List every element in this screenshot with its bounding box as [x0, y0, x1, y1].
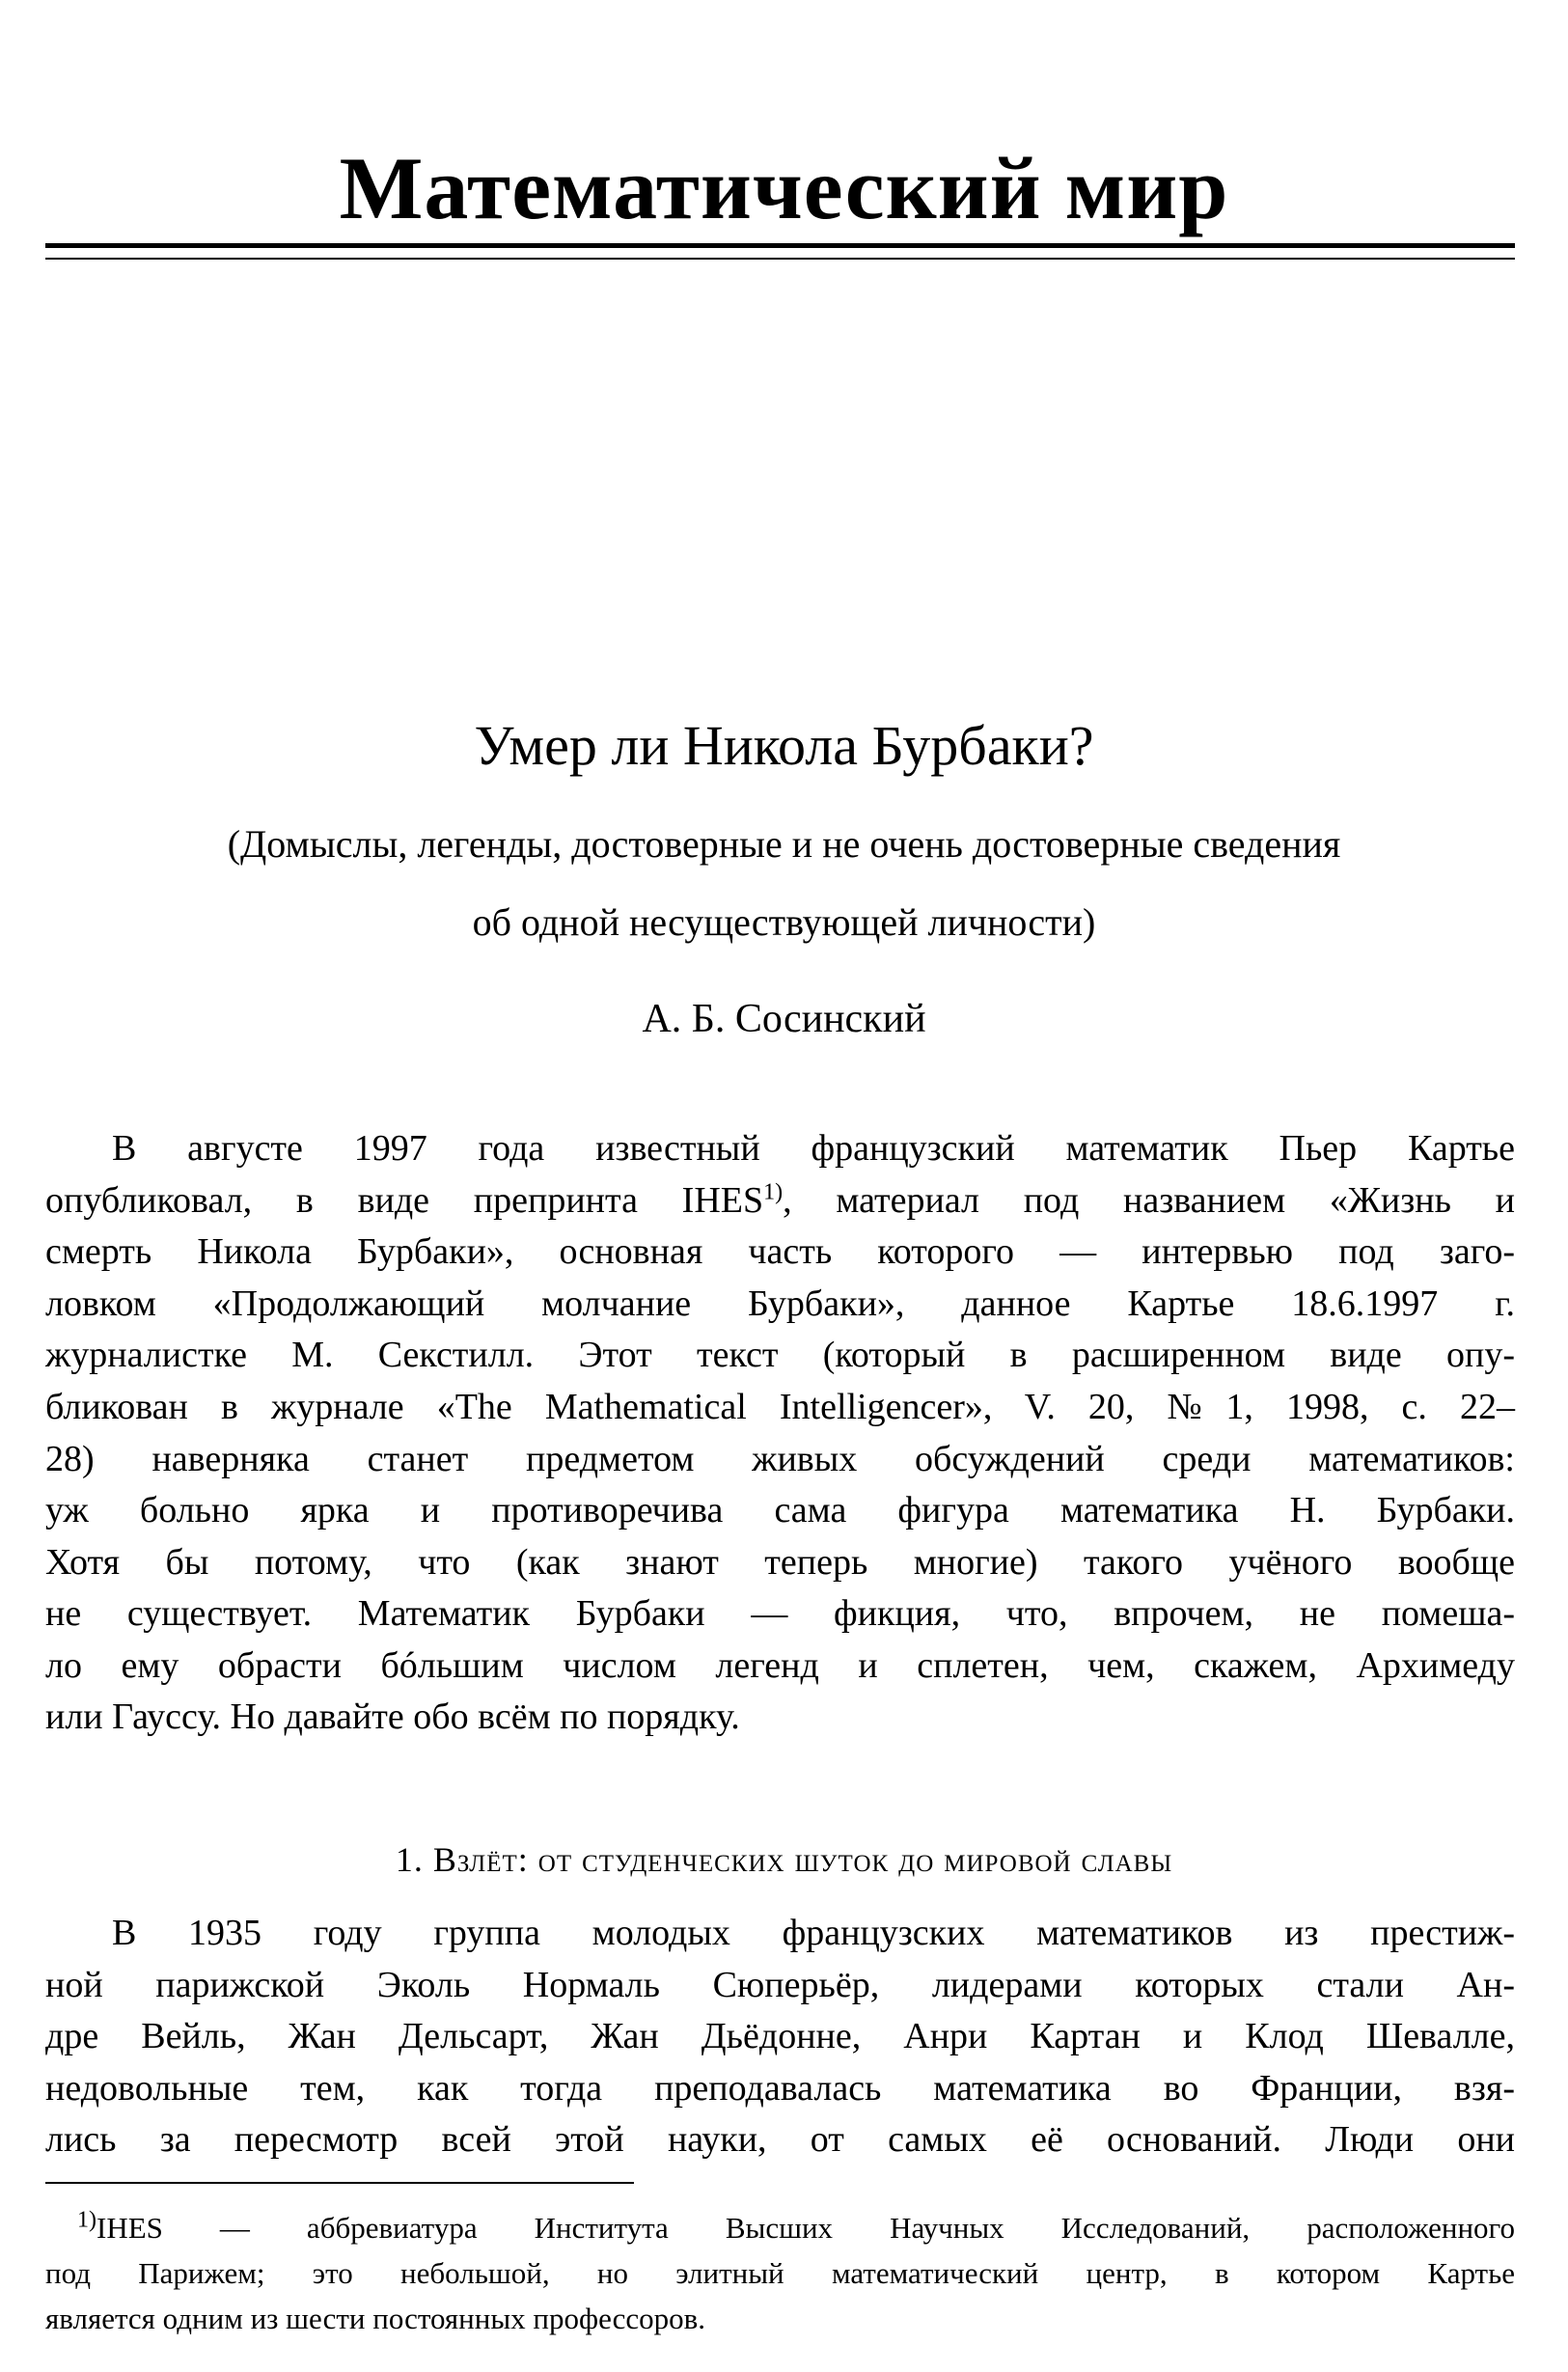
line-text: журналистке М. Секстилл. Этот текст (который в расширенном виде опу-	[45, 1335, 1515, 1375]
line-text: недовольные тем, как тогда преподавалась математика во Франции, взя-	[45, 2068, 1515, 2109]
line-text	[45, 1174, 1515, 1227]
article-author: А. Б. Сосинский	[642, 997, 926, 1041]
article-subtitle-line: (Домыслы, легенды, достоверные и не очень достоверные сведения	[227, 822, 1341, 866]
header-rule-thin	[45, 258, 1515, 260]
footnote-text: является одним из шести постоянных профессоров.	[45, 2302, 706, 2335]
line-text: смерть Никола Бурбаки», основная часть которого — интервью под заго-	[45, 1231, 1515, 1272]
text-line	[45, 1484, 1515, 1536]
text-line	[112, 1907, 1515, 1959]
footnote-line	[45, 2297, 1515, 2341]
text-line	[45, 1278, 1515, 1330]
text-line	[45, 1536, 1515, 1588]
line-text: ло ему обрасти бóльшим числом легенд и сплетен, чем, скажем, Архимеду	[45, 1645, 1515, 1686]
header-rule-thick	[45, 243, 1515, 248]
text-line	[45, 1640, 1515, 1692]
line-text: не существует. Математик Бурбаки — фикция, что, впрочем, не помеша-	[45, 1593, 1515, 1634]
line-text: Хотя бы потому, что (как знают теперь многие) такого учёного вообще	[45, 1542, 1515, 1583]
footnote-text: под Парижем; это небольшой, но элитный математический центр, в котором Картье	[45, 2256, 1515, 2290]
text-line	[112, 1122, 1515, 1174]
line-text: лись за пересмотр всей этой науки, от самых её оснований. Люди они	[45, 2119, 1515, 2160]
line-text: В 1935 году группа молодых французских математиков из престиж-	[112, 1913, 1515, 1953]
text-line	[45, 1433, 1515, 1485]
footnote-rule	[45, 2182, 634, 2184]
line-text: ловком «Продолжающий молчание Бурбаки», данное Картье 18.6.1997 г.	[45, 1283, 1515, 1324]
footnote-ref[interactable]: 1)	[763, 1179, 784, 1205]
text-line	[45, 1174, 1515, 1227]
line-text: или Гауссу. Но давайте обо всём по порядку.	[45, 1696, 740, 1737]
line-text: В августе 1997 года известный французский математик Пьер Картье	[112, 1128, 1515, 1169]
text-line	[45, 2113, 1515, 2165]
line-text: уж больно ярка и противоречива сама фигура математика Н. Бурбаки.	[45, 1490, 1515, 1531]
text-line	[45, 1587, 1515, 1640]
text-line	[45, 2062, 1515, 2114]
line-text-part: , материал под названием «Жизнь и	[783, 1180, 1515, 1221]
article-title: Умер ли Никола Бурбаки?	[474, 714, 1094, 777]
line-text: ной парижской Эколь Нормаль Сюперьёр, лидерами которых стали Ан-	[45, 1965, 1515, 2005]
text-line	[45, 1959, 1515, 2011]
footnote-line	[45, 2251, 1515, 2296]
line-text-part: опубликовал, в виде препринта IHES	[45, 1180, 764, 1221]
text-line	[45, 1329, 1515, 1381]
footnote-marker: 1)	[77, 2207, 96, 2233]
text-line	[45, 1226, 1515, 1278]
section-heading: 1. Взлёт: от студенческих шуток до мировой славы	[395, 1840, 1173, 1879]
text-line	[45, 1381, 1515, 1433]
footnote-text: IHES — аббревиатура Института Высших Научных Исследований, расположенного	[96, 2211, 1515, 2245]
footnote-line	[77, 2206, 1515, 2250]
line-text: 28) наверняка станет предметом живых обсуждений среди математиков:	[45, 1439, 1515, 1479]
text-line	[45, 2010, 1515, 2062]
line-text: дре Вейль, Жан Дельсарт, Жан Дьёдонне, Анри Картан и Клод Шевалле,	[45, 2016, 1515, 2056]
article-subtitle-line: об одной несуществующей личности)	[472, 900, 1096, 944]
line-text: бликован в журнале «The Mathematical Intelligencer», V. 20, №1, 1998, с. 22–	[45, 1387, 1515, 1427]
text-line	[45, 1691, 1515, 1743]
journal-section-title: Математический мир	[339, 139, 1229, 237]
